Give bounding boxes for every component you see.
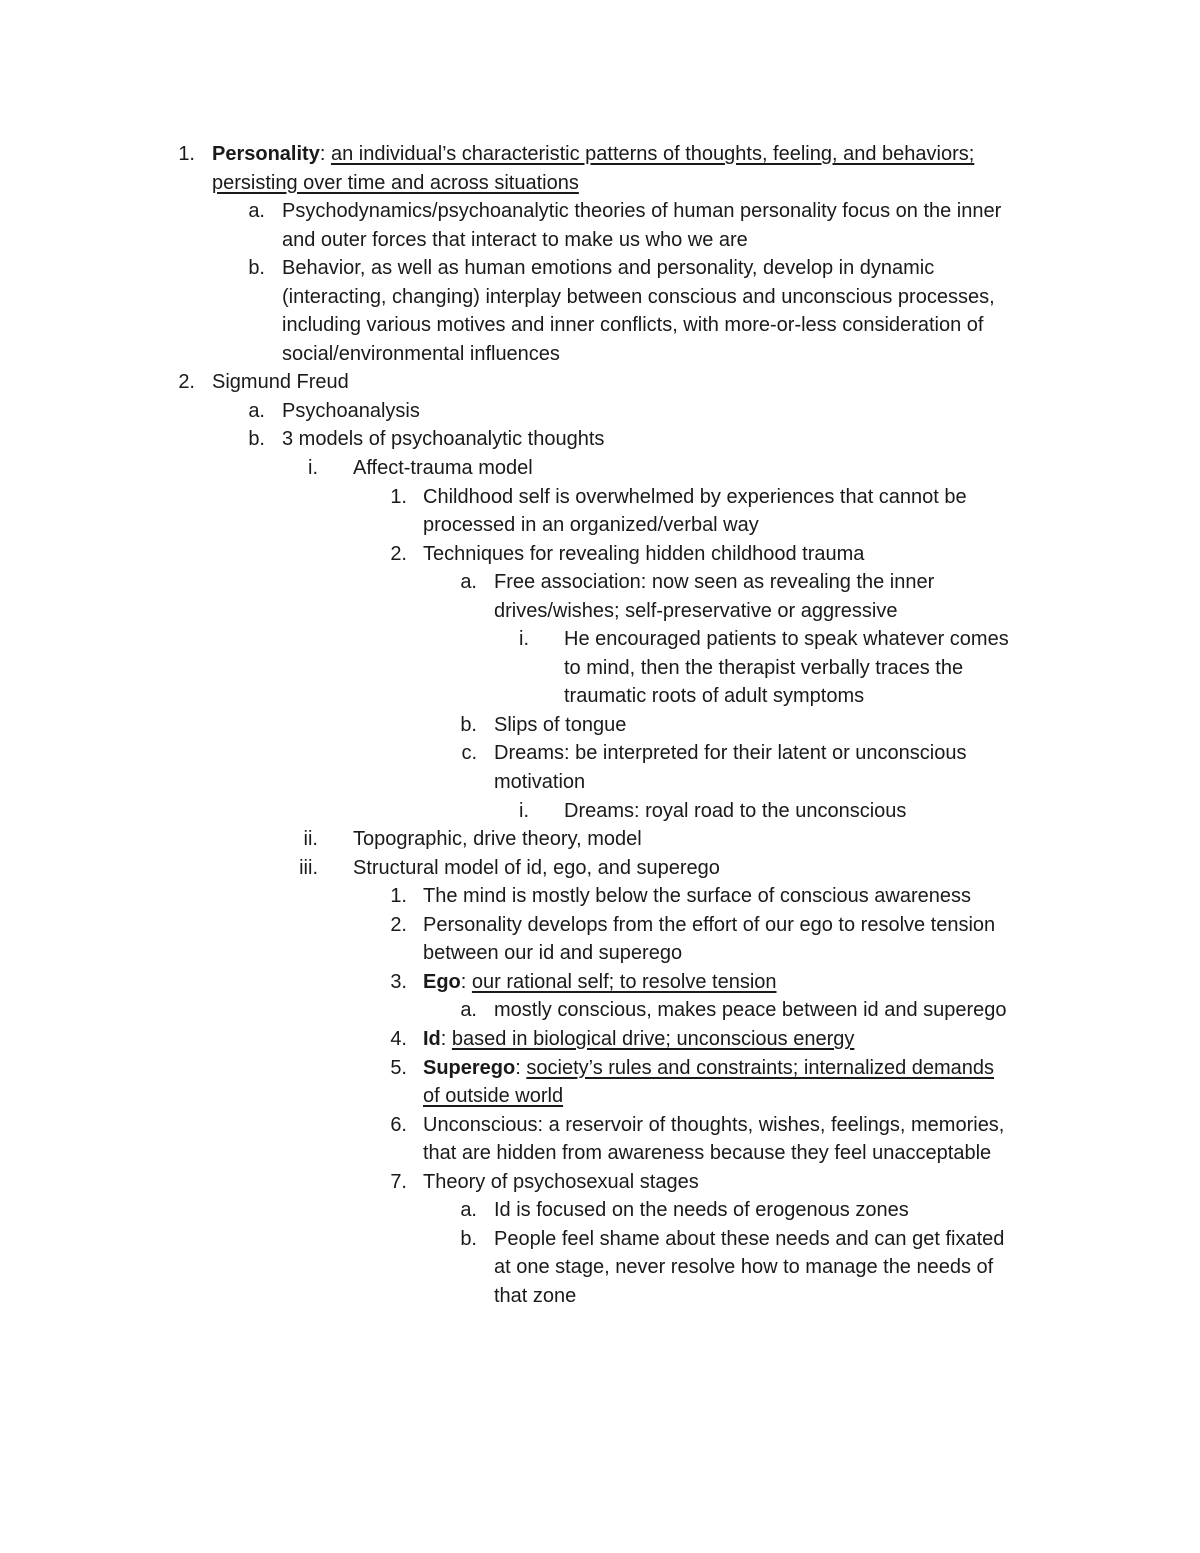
list-item	[0, 140, 1200, 169]
list-marker: 1.	[390, 885, 407, 908]
list-item	[0, 197, 1200, 226]
list-item-text: mostly conscious, makes peace between id and superego	[494, 999, 1007, 1022]
list-item-continuation	[0, 1082, 1200, 1111]
list-item-text: Slips of tongue	[494, 713, 627, 736]
list-item-text: Free association: now seen as revealing the inner	[494, 571, 935, 594]
definition-id: based in biological drive; unconscious energy	[451, 1027, 855, 1050]
list-item-text: Behavior, as well as human emotions and personality, develop in dynamic	[282, 257, 935, 280]
list-item	[0, 1025, 1200, 1054]
list-marker: b.	[460, 1227, 477, 1250]
list-item-continuation	[0, 283, 1200, 312]
term-ego: Ego	[423, 970, 461, 993]
list-item-text: Structural model of id, ego, and superego	[353, 856, 720, 879]
list-item-continuation	[0, 169, 1200, 198]
list-item-continuation	[0, 654, 1200, 683]
list-item-text: Techniques for revealing hidden childhood trauma	[423, 542, 865, 565]
list-item	[0, 483, 1200, 512]
list-item-text: Theory of psychosexual stages	[423, 1170, 699, 1193]
definition-ego: our rational self; to resolve tension	[471, 970, 777, 993]
list-item-continuation	[0, 511, 1200, 540]
list-item-continuation	[0, 597, 1200, 626]
list-item-text: that zone	[494, 1284, 577, 1307]
list-marker: i.	[519, 628, 529, 651]
list-item-text	[423, 1054, 994, 1083]
list-item-text: He encouraged patients to speak whatever comes	[564, 628, 1009, 651]
list-item-continuation	[0, 226, 1200, 255]
list-item	[0, 1196, 1200, 1225]
list-item	[0, 968, 1200, 997]
list-item	[0, 911, 1200, 940]
list-item-text: Psychodynamics/psychoanalytic theories of human personality focus on the inner	[282, 200, 1002, 223]
list-item	[0, 825, 1200, 854]
list-item-text	[423, 968, 777, 997]
list-item-text: 3 models of psychoanalytic thoughts	[282, 428, 605, 451]
list-item	[0, 425, 1200, 454]
list-item	[0, 254, 1200, 283]
list-item-text: that are hidden from awareness because they feel unacceptable	[423, 1142, 992, 1165]
list-item	[0, 882, 1200, 911]
list-item-continuation	[0, 1282, 1200, 1311]
list-item	[0, 397, 1200, 426]
separator: :	[515, 1056, 521, 1079]
list-marker: 2.	[390, 913, 407, 936]
list-item-text: and outer forces that interact to make us who we are	[282, 228, 748, 251]
list-item	[0, 368, 1200, 397]
list-marker: a.	[460, 999, 477, 1022]
list-item-text: motivation	[494, 771, 586, 794]
list-item-continuation	[0, 340, 1200, 369]
list-item	[0, 711, 1200, 740]
separator: :	[440, 1027, 447, 1050]
list-marker: 1.	[390, 485, 407, 508]
list-item-text: The mind is mostly below the surface of conscious awareness	[423, 885, 972, 908]
list-marker: 7.	[390, 1170, 407, 1193]
list-marker: b.	[248, 428, 265, 451]
separator: :	[319, 143, 326, 165]
list-item	[0, 1054, 1200, 1083]
list-item-continuation	[0, 1139, 1200, 1168]
definition-personality-cont: persisting over time and across situations	[212, 171, 579, 194]
list-item	[0, 996, 1200, 1025]
list-item-text: (interacting, changing) interplay between conscious and unconscious processes,	[282, 285, 995, 308]
list-item-continuation	[0, 939, 1200, 968]
list-marker: 1.	[178, 143, 195, 165]
list-item-text: processed in an organized/verbal way	[423, 514, 759, 537]
list-marker: c.	[461, 742, 477, 765]
list-item-text: Childhood self is overwhelmed by experiences that cannot be	[423, 485, 967, 508]
list-marker: 2.	[390, 542, 407, 565]
list-item-continuation	[0, 682, 1200, 711]
list-item-text: traumatic roots of adult symptoms	[564, 685, 865, 708]
list-item-text: between our id and superego	[423, 942, 683, 965]
list-item-text: Affect-trauma model	[353, 457, 533, 480]
definition-superego: society’s rules and constraints; internalized demands	[526, 1056, 995, 1079]
term-id: Id	[423, 1027, 441, 1050]
list-item-text	[423, 1025, 854, 1054]
list-item-continuation	[0, 311, 1200, 340]
list-marker: i.	[519, 799, 529, 822]
list-item	[0, 540, 1200, 569]
list-item	[0, 739, 1200, 768]
list-item-text: Dreams: be interpreted for their latent or unconscious	[494, 742, 967, 765]
list-item-text: social/environmental influences	[282, 342, 560, 365]
list-marker: a.	[460, 571, 477, 594]
list-marker: b.	[248, 257, 265, 280]
list-item-text: Sigmund Freud	[212, 371, 349, 394]
list-marker: 4.	[390, 1027, 407, 1050]
list-marker: i.	[308, 457, 318, 480]
list-marker: iii.	[299, 856, 318, 879]
list-marker: a.	[460, 1199, 477, 1222]
list-marker: 3.	[390, 970, 407, 993]
list-item	[0, 1225, 1200, 1254]
definition-personality: an individual’s characteristic patterns of thoughts, feeling, and behaviors;	[330, 143, 975, 165]
list-marker: b.	[460, 713, 477, 736]
list-item-text: Unconscious: a reservoir of thoughts, wishes, feelings, memories,	[423, 1113, 1005, 1136]
list-item-text: People feel shame about these needs and can get fixated	[494, 1227, 1005, 1250]
list-item-continuation	[0, 768, 1200, 797]
list-marker: 2.	[178, 371, 195, 394]
term-superego: Superego	[423, 1056, 516, 1079]
list-item-text: Psychoanalysis	[282, 399, 420, 422]
list-item-text: at one stage, never resolve how to manage the needs of	[494, 1256, 994, 1279]
term-personality: Personality	[212, 143, 320, 165]
list-item-text: drives/wishes; self-preservative or aggressive	[494, 599, 898, 622]
list-item-text: Dreams: royal road to the unconscious	[564, 799, 907, 822]
list-item	[0, 454, 1200, 483]
list-item	[0, 797, 1200, 826]
list-marker: a.	[248, 200, 265, 223]
list-marker: ii.	[303, 828, 318, 851]
list-marker: a.	[248, 399, 265, 422]
list-marker: 5.	[390, 1056, 407, 1079]
list-item-text	[212, 140, 974, 169]
list-item	[0, 1111, 1200, 1140]
list-item	[0, 625, 1200, 654]
list-item	[0, 1168, 1200, 1197]
list-item-text: Personality develops from the effort of our ego to resolve tension	[423, 913, 996, 936]
list-item	[0, 568, 1200, 597]
lecture-outline	[0, 140, 1200, 1310]
list-item-text: including various motives and inner conflicts, with more-or-less consideration of	[282, 314, 984, 337]
list-item	[0, 854, 1200, 883]
definition-superego-cont: of outside world	[423, 1085, 564, 1108]
list-item-text: Topographic, drive theory, model	[353, 828, 642, 851]
list-item-text: Id is focused on the needs of erogenous zones	[494, 1199, 909, 1222]
list-marker: 6.	[390, 1113, 407, 1136]
list-item-continuation	[0, 1253, 1200, 1282]
separator: :	[460, 970, 467, 993]
list-item-text: to mind, then the therapist verbally traces the	[564, 656, 964, 679]
